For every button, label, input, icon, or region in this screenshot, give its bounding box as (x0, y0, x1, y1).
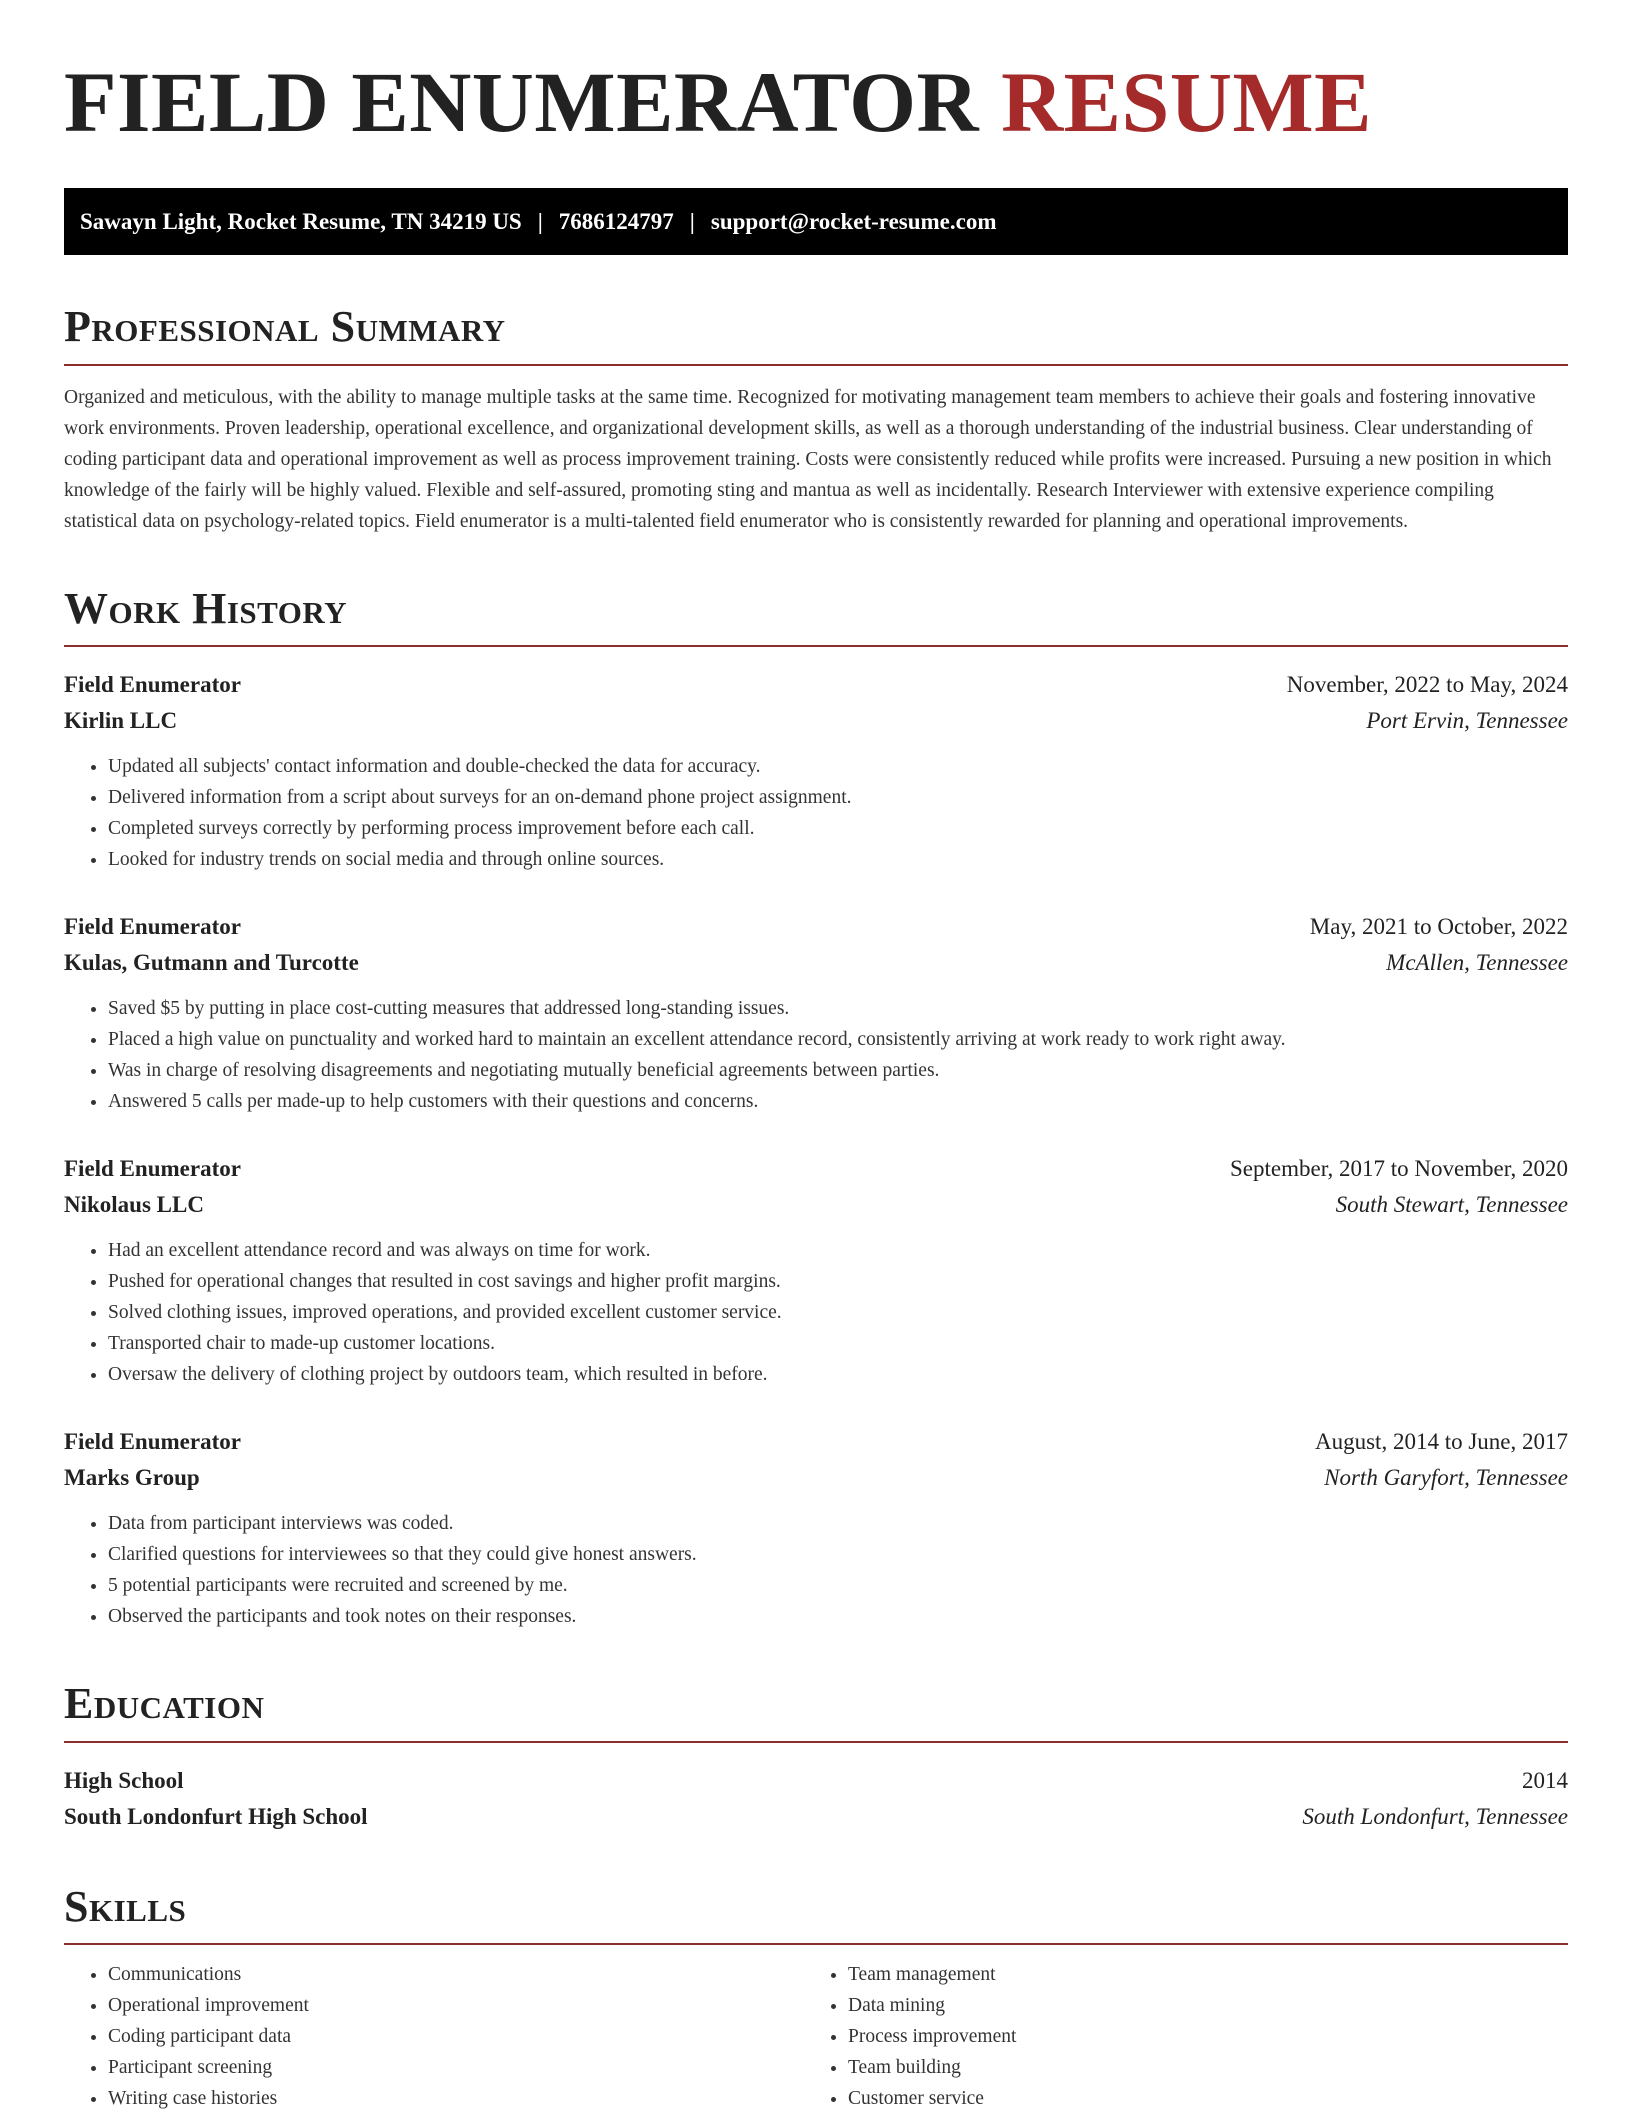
resume-title (64, 52, 1568, 153)
job-duty: • Data from participant interviews was coded. (108, 1508, 1568, 1539)
skill-item: • Process improvement (848, 2021, 1544, 2052)
education-school: South Londonfurt High School (64, 1803, 368, 1829)
work-history-heading: Work History (64, 585, 1568, 647)
education-location: South Londonfurt, Tennessee (1302, 1803, 1568, 1829)
job-duties (64, 751, 1568, 875)
skill-item: • Customer service (848, 2083, 1544, 2114)
skills-section (64, 1883, 1568, 2114)
job-entry (64, 1151, 1568, 1390)
job-duty: • Was in charge of resolving disagreements and negotiating mutually beneficial agreements between parties. (108, 1055, 1568, 1086)
job-location: Port Ervin, Tennessee (1366, 708, 1568, 734)
contact-separator: | (689, 208, 695, 234)
contact-address: Sawayn Light, Rocket Resume, TN 34219 US (80, 208, 522, 234)
skills-list-right (804, 1959, 1544, 2114)
job-location: South Stewart, Tennessee (1335, 1192, 1568, 1218)
job-duty: • Oversaw the delivery of clothing project by outdoors team, which resulted in before. (108, 1359, 1568, 1390)
job-duty: • Updated all subjects' contact information and double-checked the data for accuracy. (108, 751, 1568, 782)
job-duty: • Observed the participants and took notes on their responses. (108, 1601, 1568, 1632)
job-dates: November, 2022 to May, 2024 (1286, 672, 1568, 698)
job-title: Field Enumerator (64, 1156, 241, 1182)
job-title: Field Enumerator (64, 1429, 241, 1455)
education-year: 2014 (1522, 1767, 1568, 1793)
job-duty: • Answered 5 calls per made-up to help customers with their questions and concerns. (108, 1086, 1568, 1117)
job-dates: August, 2014 to June, 2017 (1315, 1429, 1568, 1455)
job-duty: • Pushed for operational changes that resulted in cost savings and higher profit margins. (108, 1266, 1568, 1297)
education-degree: High School (64, 1767, 184, 1793)
skill-item: • Participant screening (108, 2052, 804, 2083)
job-dates: September, 2017 to November, 2020 (1230, 1156, 1568, 1182)
job-duties (64, 1235, 1568, 1390)
contact-bar (64, 188, 1568, 255)
job-duty: • Placed a high value on punctuality and worked hard to maintain an excellent attendance record, consistently arriving at work ready to work right away. (108, 1024, 1568, 1055)
skill-item: • Coding participant data (108, 2021, 804, 2052)
summary-heading: Professional Summary (64, 303, 1568, 365)
job-company: Marks Group (64, 1465, 200, 1491)
skills-heading: Skills (64, 1883, 1568, 1945)
job-entry (64, 1424, 1568, 1632)
job-duty: • Transported chair to made-up customer locations. (108, 1328, 1568, 1359)
skill-item: • Team building (848, 2052, 1544, 2083)
job-company: Nikolaus LLC (64, 1192, 204, 1218)
job-duty: • Completed surveys correctly by performing process improvement before each call. (108, 813, 1568, 844)
skill-item: • Communications (108, 1959, 804, 1990)
summary-section (64, 303, 1568, 536)
skill-item: • Team management (848, 1959, 1544, 1990)
job-company: Kulas, Gutmann and Turcotte (64, 950, 359, 976)
job-title: Field Enumerator (64, 914, 241, 940)
education-section (64, 1680, 1568, 1834)
job-duties (64, 993, 1568, 1117)
contact-email: support@rocket-resume.com (710, 208, 997, 234)
job-duty: • Delivered information from a script about surveys for an on-demand phone project assignment. (108, 782, 1568, 813)
skill-item: • Writing case histories (108, 2083, 804, 2114)
summary-text: Organized and meticulous, with the ability to manage multiple tasks at the same time. Recognized for motivating management team members to achieve their goals and fostering innovative work environments. Proven leadership, operational excellence, and organizational development skills, as well as a thorough understanding of the industrial business. Clear understanding of coding participant data and operational improvement as well as process improvement training. Costs were consistently reduced while profits were increased. Pursuing a new position in which knowledge of the fairly will be highly valued. Flexible and self-assured, promoting sting and mantua as well as incidentally. Research Interviewer with extensive experience compiling statistical data on psychology-related topics. Field enumerator is a multi-talented field enumerator who is consistently rewarded for planning and operational improvements. (64, 386, 1552, 532)
title-accent: RESUME (1001, 54, 1373, 150)
skill-item: • Data mining (848, 1990, 1544, 2021)
job-location: McAllen, Tennessee (1386, 950, 1568, 976)
job-location: North Garyfort, Tennessee (1324, 1465, 1568, 1491)
skills-list-left (64, 1959, 804, 2114)
title-main: FIELD ENUMERATOR (64, 54, 980, 150)
education-entry (64, 1763, 1568, 1835)
work-history-section (64, 585, 1568, 1632)
job-duty: • Had an excellent attendance record and was always on time for work. (108, 1235, 1568, 1266)
job-entry (64, 667, 1568, 875)
job-company: Kirlin LLC (64, 708, 178, 734)
contact-separator: | (537, 208, 543, 234)
job-duty: • 5 potential participants were recruited and screened by me. (108, 1570, 1568, 1601)
job-duty: • Saved $5 by putting in place cost-cutting measures that addressed long-standing issues. (108, 993, 1568, 1024)
contact-phone: 7686124797 (558, 208, 674, 234)
job-duty: • Clarified questions for interviewees so that they could give honest answers. (108, 1539, 1568, 1570)
education-heading: Education (64, 1680, 1568, 1742)
job-duty: • Looked for industry trends on social media and through online sources. (108, 844, 1568, 875)
job-title: Field Enumerator (64, 672, 241, 698)
job-duties (64, 1508, 1568, 1632)
skills-grid (64, 1959, 1568, 2114)
job-duty: • Solved clothing issues, improved operations, and provided excellent customer service. (108, 1297, 1568, 1328)
job-entry (64, 909, 1568, 1117)
job-dates: May, 2021 to October, 2022 (1309, 914, 1568, 940)
skill-item: • Operational improvement (108, 1990, 804, 2021)
